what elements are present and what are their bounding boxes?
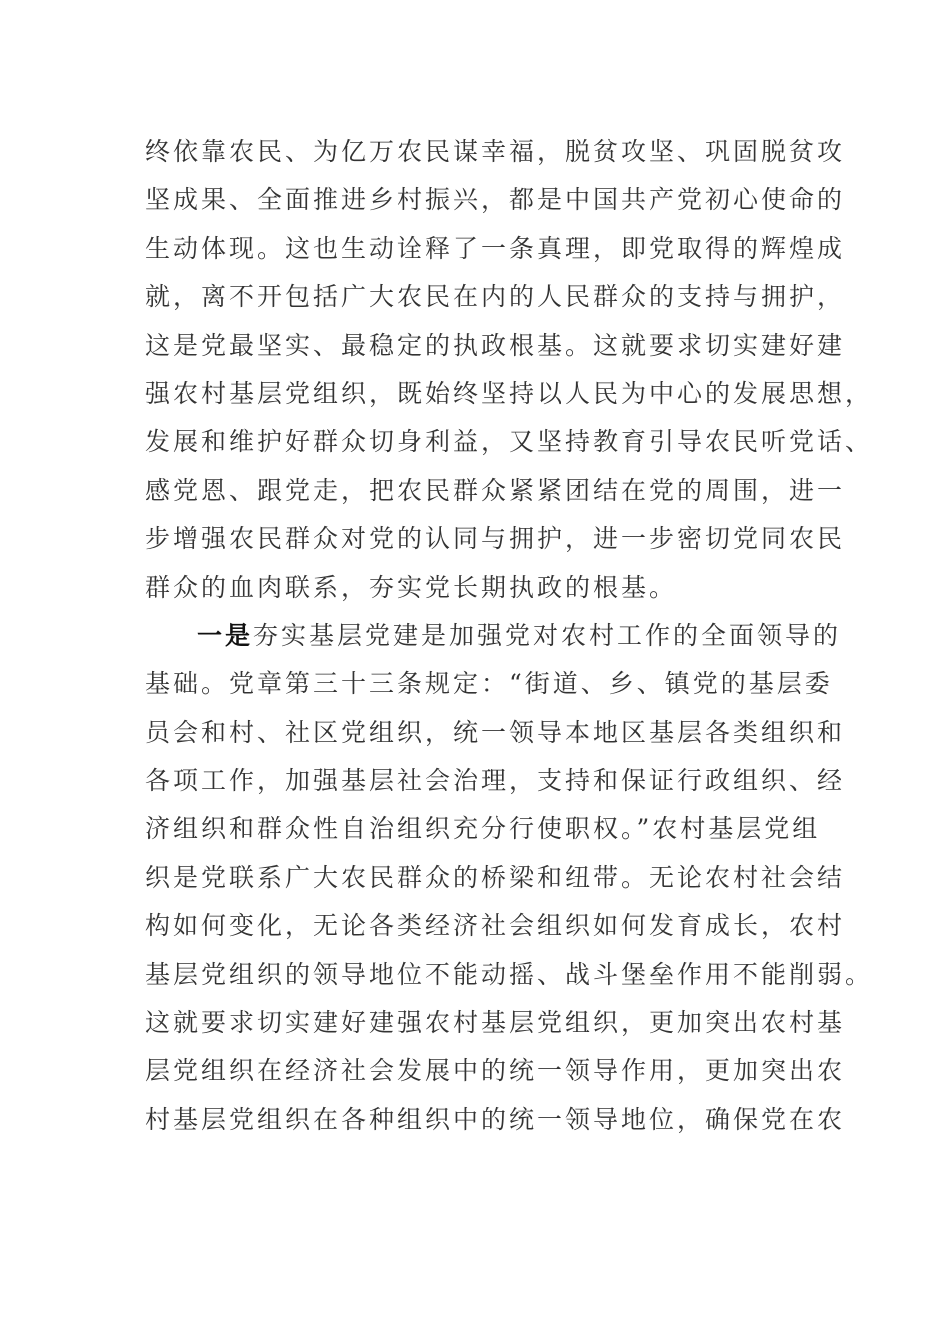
text-line: 坚成果、全面推进乡村振兴，都是中国共产党初心使命的 bbox=[145, 185, 846, 215]
text-line: 就，离不开包括广大农民在内的人民群众的支持与拥护， bbox=[145, 282, 846, 312]
paragraph-2 bbox=[145, 612, 874, 1144]
text-line: 步增强农民群众对党的认同与拥护，进一步密切党同农民 bbox=[145, 524, 846, 554]
text-line: 各项工作，加强基层社会治理，支持和保证行政组织、经 bbox=[145, 766, 846, 796]
text-line: 这就要求切实建好建强农村基层党组织，更加突出农村基 bbox=[145, 1008, 846, 1038]
paragraph-2-first-line bbox=[145, 612, 842, 660]
text-line: 基层党组织的领导地位不能动摇、战斗堡垒作用不能削弱。 bbox=[145, 959, 874, 989]
text-line: 发展和维护好群众切身利益，又坚持教育引导农民听党话、 bbox=[145, 427, 874, 457]
text-line: 构如何变化，无论各类经济社会组织如何发育成长，农村 bbox=[145, 911, 846, 941]
text-line: 村基层党组织在各种组织中的统一领导地位，确保党在农 bbox=[145, 1104, 846, 1134]
text-line: 基础。党章第三十三条规定：“街道、乡、镇党的基层委 bbox=[145, 669, 833, 699]
document-body bbox=[145, 128, 874, 1144]
text-line: 强农村基层党组织，既始终坚持以人民为中心的发展思想， bbox=[145, 378, 874, 408]
text-line: 感党恩、跟党走，把农民群众紧紧团结在党的周围，进一 bbox=[145, 475, 846, 505]
text-line: 层党组织在经济社会发展中的统一领导作用，更加突出农 bbox=[145, 1056, 846, 1086]
text-line: 群众的血肉联系，夯实党长期执政的根基。 bbox=[145, 572, 678, 602]
text-line: 这是党最坚实、最稳定的执政根基。这就要求切实建好建 bbox=[145, 330, 846, 360]
paragraph-1 bbox=[145, 128, 874, 612]
text-line: 员会和村、社区党组织，统一领导本地区基层各类组织和 bbox=[145, 717, 846, 747]
text-line: 济组织和群众性自治组织充分行使职权。”农村基层党组 bbox=[145, 814, 821, 844]
text-line: 生动体现。这也生动诠释了一条真理，即党取得的辉煌成 bbox=[145, 233, 846, 263]
text-line: 终依靠农民、为亿万农民谋幸福，脱贫攻坚、巩固脱贫攻 bbox=[145, 137, 846, 166]
text-line: 织是党联系广大农民群众的桥梁和纽带。无论农村社会结 bbox=[145, 862, 846, 892]
paragraph-lead-bold: 一是 bbox=[197, 620, 254, 650]
text-line-rest: 夯实基层党建是加强党对农村工作的全面领导的 bbox=[253, 620, 842, 650]
